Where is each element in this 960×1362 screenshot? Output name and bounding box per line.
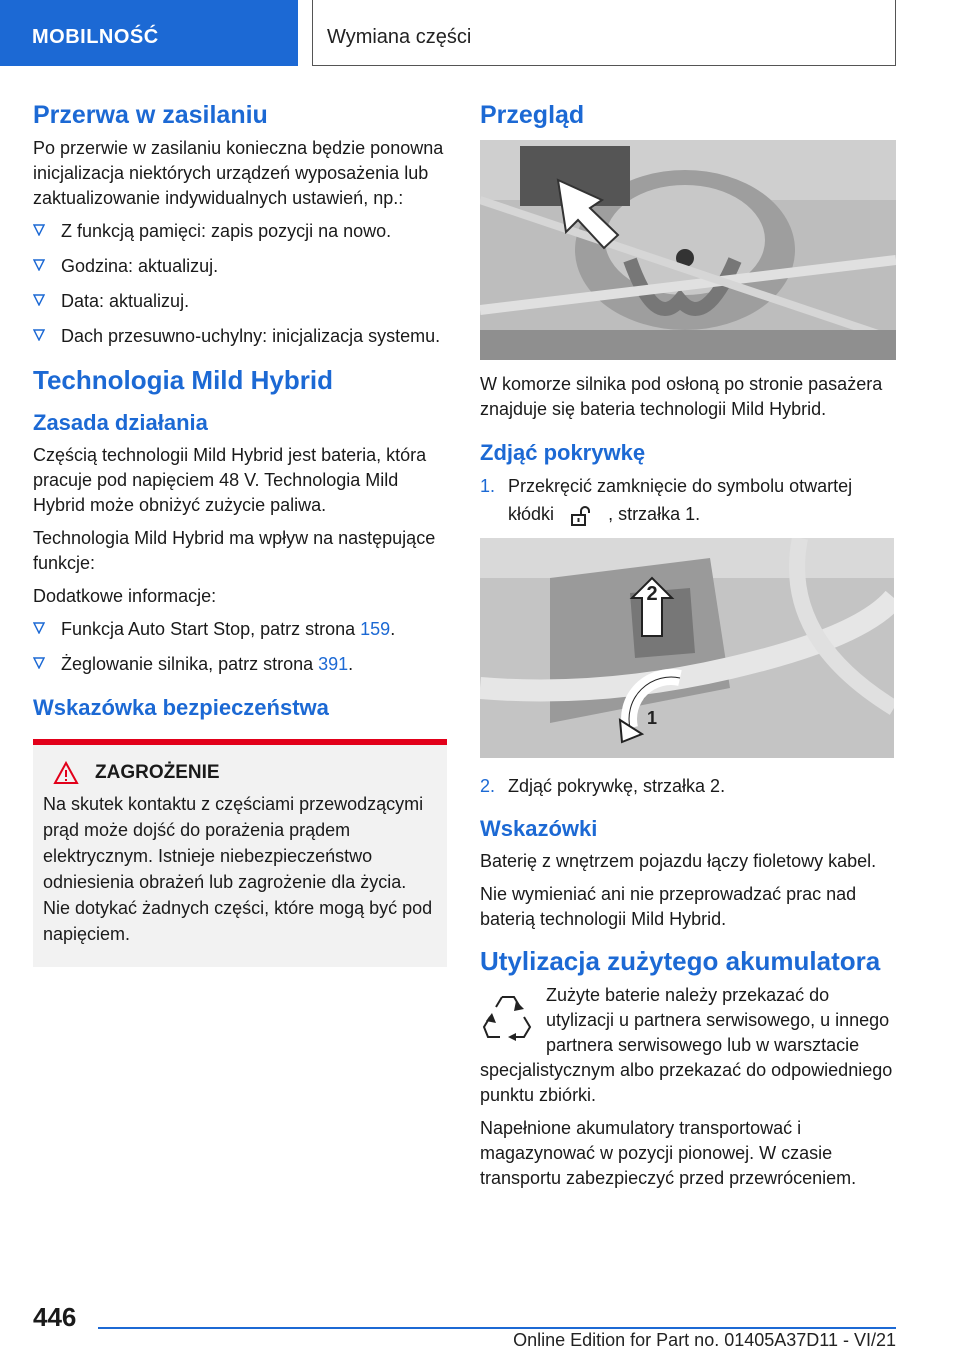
power-outage-list bbox=[33, 219, 447, 349]
warning-text: Na skutek kontaktu z częściami przewodzącymi prąd może dojść do porażenia prądem elektrycznym. Istnieje niebezpieczeństwo odniesienia obrażeń lub zagrożenie dla życia. Nie dotykać żadnych części, które mogą być pod napięciem. bbox=[43, 793, 433, 944]
section-title-remove-cover: Zdjąć pokrywkę bbox=[480, 440, 646, 465]
list-item: Funkcja Auto Start Stop, patrz strona 159. bbox=[33, 617, 447, 642]
disposal-text-1: Zużyte baterie należy przekazać do utylizacji u partnera serwisowego, u innego partnera serwisowego lub w warsztacie specjalistycznym albo przekazać do odpowiedniego punktu zbiórki. bbox=[480, 984, 893, 1105]
section-tab: MOBILNOŚĆ bbox=[0, 0, 298, 66]
power-outage-text: Po przerwie w zasilaniu konieczna będzie ponowna inicjalizacja niektórych urządzeń wyposażenia lub zaktualizowanie indywidualnych ustawień, np.: bbox=[33, 138, 444, 208]
list-item: Z funkcją pamięci: zapis pozycji na nowo. bbox=[33, 219, 447, 244]
right-column bbox=[480, 100, 896, 1199]
page-number: 446 bbox=[33, 1302, 77, 1332]
disposal-text-2: Napełnione akumulatory transportować i magazynować w pozycji pionowej. W czasie transportu zabezpieczyć przed przewróceniem. bbox=[480, 1117, 857, 1188]
section-title-safety: Wskazówka bezpieczeństwa bbox=[33, 694, 329, 720]
list-item: Żeglowanie silnika, patrz strona 391. bbox=[33, 652, 447, 677]
list-item: Dach przesuwno-uchylny: inicjalizacja systemu. bbox=[33, 324, 447, 349]
notes-text-2: Nie wymieniać ani nie przeprowadzać prac nad baterią technologii Mild Hybrid. bbox=[480, 883, 857, 929]
recycle-icon bbox=[480, 987, 536, 1043]
triangle-bullet-icon bbox=[33, 329, 45, 341]
left-column bbox=[33, 100, 447, 967]
functions-intro: Technologia Mild Hybrid ma wpływ na następujące funkcje: bbox=[33, 527, 436, 573]
section-title-disposal: Utylizacja zużytego akumulatora bbox=[480, 945, 881, 976]
open-padlock-icon bbox=[569, 504, 593, 528]
section-title-mild-hybrid: Technologia Mild Hybrid bbox=[33, 365, 333, 395]
page-header bbox=[0, 0, 960, 66]
chapter-title: Wymiana części bbox=[312, 0, 896, 66]
triangle-bullet-icon bbox=[33, 657, 45, 669]
danger-warning-box bbox=[33, 739, 447, 967]
arrow-label-2: 2 bbox=[646, 583, 658, 606]
triangle-bullet-icon bbox=[33, 224, 45, 236]
triangle-bullet-icon bbox=[33, 259, 45, 271]
triangle-bullet-icon bbox=[33, 622, 45, 634]
engine-bay-image bbox=[480, 140, 896, 360]
section-title-notes: Wskazówki bbox=[480, 816, 598, 842]
notes-text-1: Baterię z wnętrzem pojazdu łączy fioletowy kabel. bbox=[480, 850, 877, 871]
subsection-title-principle: Zasada działania bbox=[33, 410, 208, 436]
additional-info-label: Dodatkowe informacje: bbox=[33, 585, 217, 606]
warning-title: ZAGROŻENIE bbox=[95, 761, 220, 783]
remove-cover-steps bbox=[480, 472, 896, 528]
battery-cover-image bbox=[480, 538, 894, 758]
overview-caption: W komorze silnika pod osłoną po stronie pasażera znajduje się bateria technologii Mild Hybrid. bbox=[480, 374, 883, 419]
additional-info-list bbox=[33, 617, 447, 677]
step-number: 2. bbox=[480, 776, 496, 797]
page-link-159[interactable]: 159 bbox=[360, 618, 391, 639]
remove-cover-steps-2 bbox=[480, 772, 896, 800]
arrow-label-1: 1 bbox=[646, 708, 658, 729]
list-item: Data: aktualizuj. bbox=[33, 289, 447, 314]
section-title-overview: Przegląd bbox=[480, 101, 585, 129]
list-item: Godzina: aktualizuj. bbox=[33, 254, 447, 279]
edition-text: Online Edition for Part no. 01405A37D11 - VI/21 bbox=[513, 1330, 896, 1350]
disposal-block bbox=[480, 983, 896, 1191]
page-footer bbox=[0, 1290, 960, 1362]
principle-text: Częścią technologii Mild Hybrid jest bateria, która pracuje pod napięciem 48 V. Technologia Mild Hybrid może obniżyć zużycie paliwa. bbox=[33, 444, 427, 515]
step-number: 1. bbox=[480, 476, 496, 497]
step-item: 2. Zdjąć pokrywkę, strzałka 2. bbox=[480, 772, 896, 800]
section-title-power-outage: Przerwa w zasilaniu bbox=[33, 101, 268, 129]
warning-triangle-icon bbox=[53, 761, 79, 785]
step-item: 1. Przekręcić zamknięcie do symbolu otwartej kłódki , strzałka 1. bbox=[480, 472, 896, 528]
page-link-391[interactable]: 391 bbox=[318, 653, 349, 674]
triangle-bullet-icon bbox=[33, 294, 45, 306]
footer-divider bbox=[98, 1327, 896, 1329]
